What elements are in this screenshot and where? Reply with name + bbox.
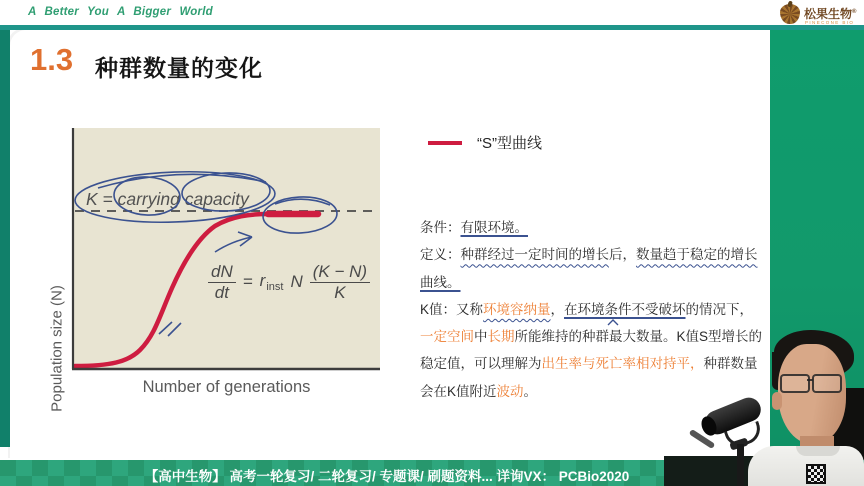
notes-segment: K值：又称 (420, 301, 484, 317)
formula-N: N (290, 272, 303, 292)
notes-segment: 环境容纳量 (483, 301, 551, 317)
glasses-icon (780, 374, 844, 390)
s-curve-plot (40, 110, 405, 410)
formula-kn-numerator: (K − N) (310, 262, 370, 283)
brand-subtitle: PINECONE BIO (805, 20, 855, 25)
formula-denominator: dt (214, 282, 229, 302)
notes-segment: 在环境条件不受破坏 (564, 301, 686, 317)
formula-kn-denominator: K (334, 282, 346, 302)
notes-line (420, 241, 760, 268)
left-accent-strip (0, 30, 10, 447)
notes-segment: 长期 (487, 329, 515, 345)
shirt-collar (796, 446, 840, 456)
brand-name-text: 松果生物 (804, 7, 853, 21)
header-slogan: A Better You A Bigger World (28, 6, 213, 18)
legend-label: “S”型曲线 (477, 135, 542, 152)
formula-r-subscript: inst (266, 281, 284, 294)
notes-segment: 波动 (496, 383, 524, 399)
formula-numerator: dN (208, 262, 236, 283)
x-axis-label: Number of generations (142, 378, 311, 396)
formula-rate (260, 271, 284, 293)
legend-red-line (428, 141, 462, 145)
notes-segment: 条件： (420, 220, 461, 235)
formula-equals: = (242, 272, 253, 292)
notes-segment: 有限环境。 (460, 220, 528, 235)
notes-segment: 后， (609, 247, 636, 263)
formula-kn-fraction (310, 262, 370, 302)
notes-segment: 所能维持的种群最大数量。K值S型增长的 (514, 329, 763, 345)
logistic-formula (208, 262, 370, 302)
notes-segment: 出生率与死亡率相对持平， (541, 356, 704, 372)
notes-segment: 稳定值，可以理解为 (420, 356, 542, 372)
k-carrying-capacity-label: K = carrying capacity (86, 189, 249, 209)
notes-segment: 曲线。 (420, 274, 461, 290)
notes-segment: 定义： (420, 247, 461, 263)
presenter-webcam (660, 280, 864, 486)
notes-segment: 种群数量 (703, 356, 758, 372)
s-curve-graph (40, 110, 405, 410)
glasses-left-lens (780, 374, 810, 393)
notes-segment: 种群经过一定时间的增长 (460, 247, 609, 263)
microphone-stand (737, 444, 744, 486)
glasses-right-lens (812, 374, 842, 393)
footer-text: 【高中生物】 高考一轮复习/ 二轮复习/ 专题课/ 刷题资料... 详询VX： PCBio2020 (144, 469, 630, 484)
pen-caret-mark (607, 319, 619, 326)
plot-background (73, 128, 380, 370)
notes-segment: 中 (474, 329, 488, 345)
formula-r: r (259, 270, 266, 290)
formula-dndt-fraction (208, 262, 236, 302)
page-title: 种群数量的变化 (95, 55, 263, 81)
microphone (700, 392, 784, 486)
qr-code-patch (806, 464, 826, 484)
notes-segment: 的情况下， (685, 301, 754, 317)
notes-line (420, 214, 760, 241)
notes-segment: 会在K值附近 (420, 383, 497, 399)
header-divider (0, 25, 864, 30)
presenter-face (778, 344, 846, 444)
registered-mark: ® (852, 9, 857, 15)
notes-segment: 一定空间 (420, 329, 474, 345)
section-number: 1.3 (30, 42, 74, 77)
notes-segment: 数量趋于稳定的增长 (636, 247, 758, 263)
notes-segment: ， (550, 301, 565, 317)
y-axis-label: Population size (N) (48, 285, 66, 412)
pinecone-icon (780, 4, 800, 24)
notes-segment: 。 (523, 383, 538, 399)
